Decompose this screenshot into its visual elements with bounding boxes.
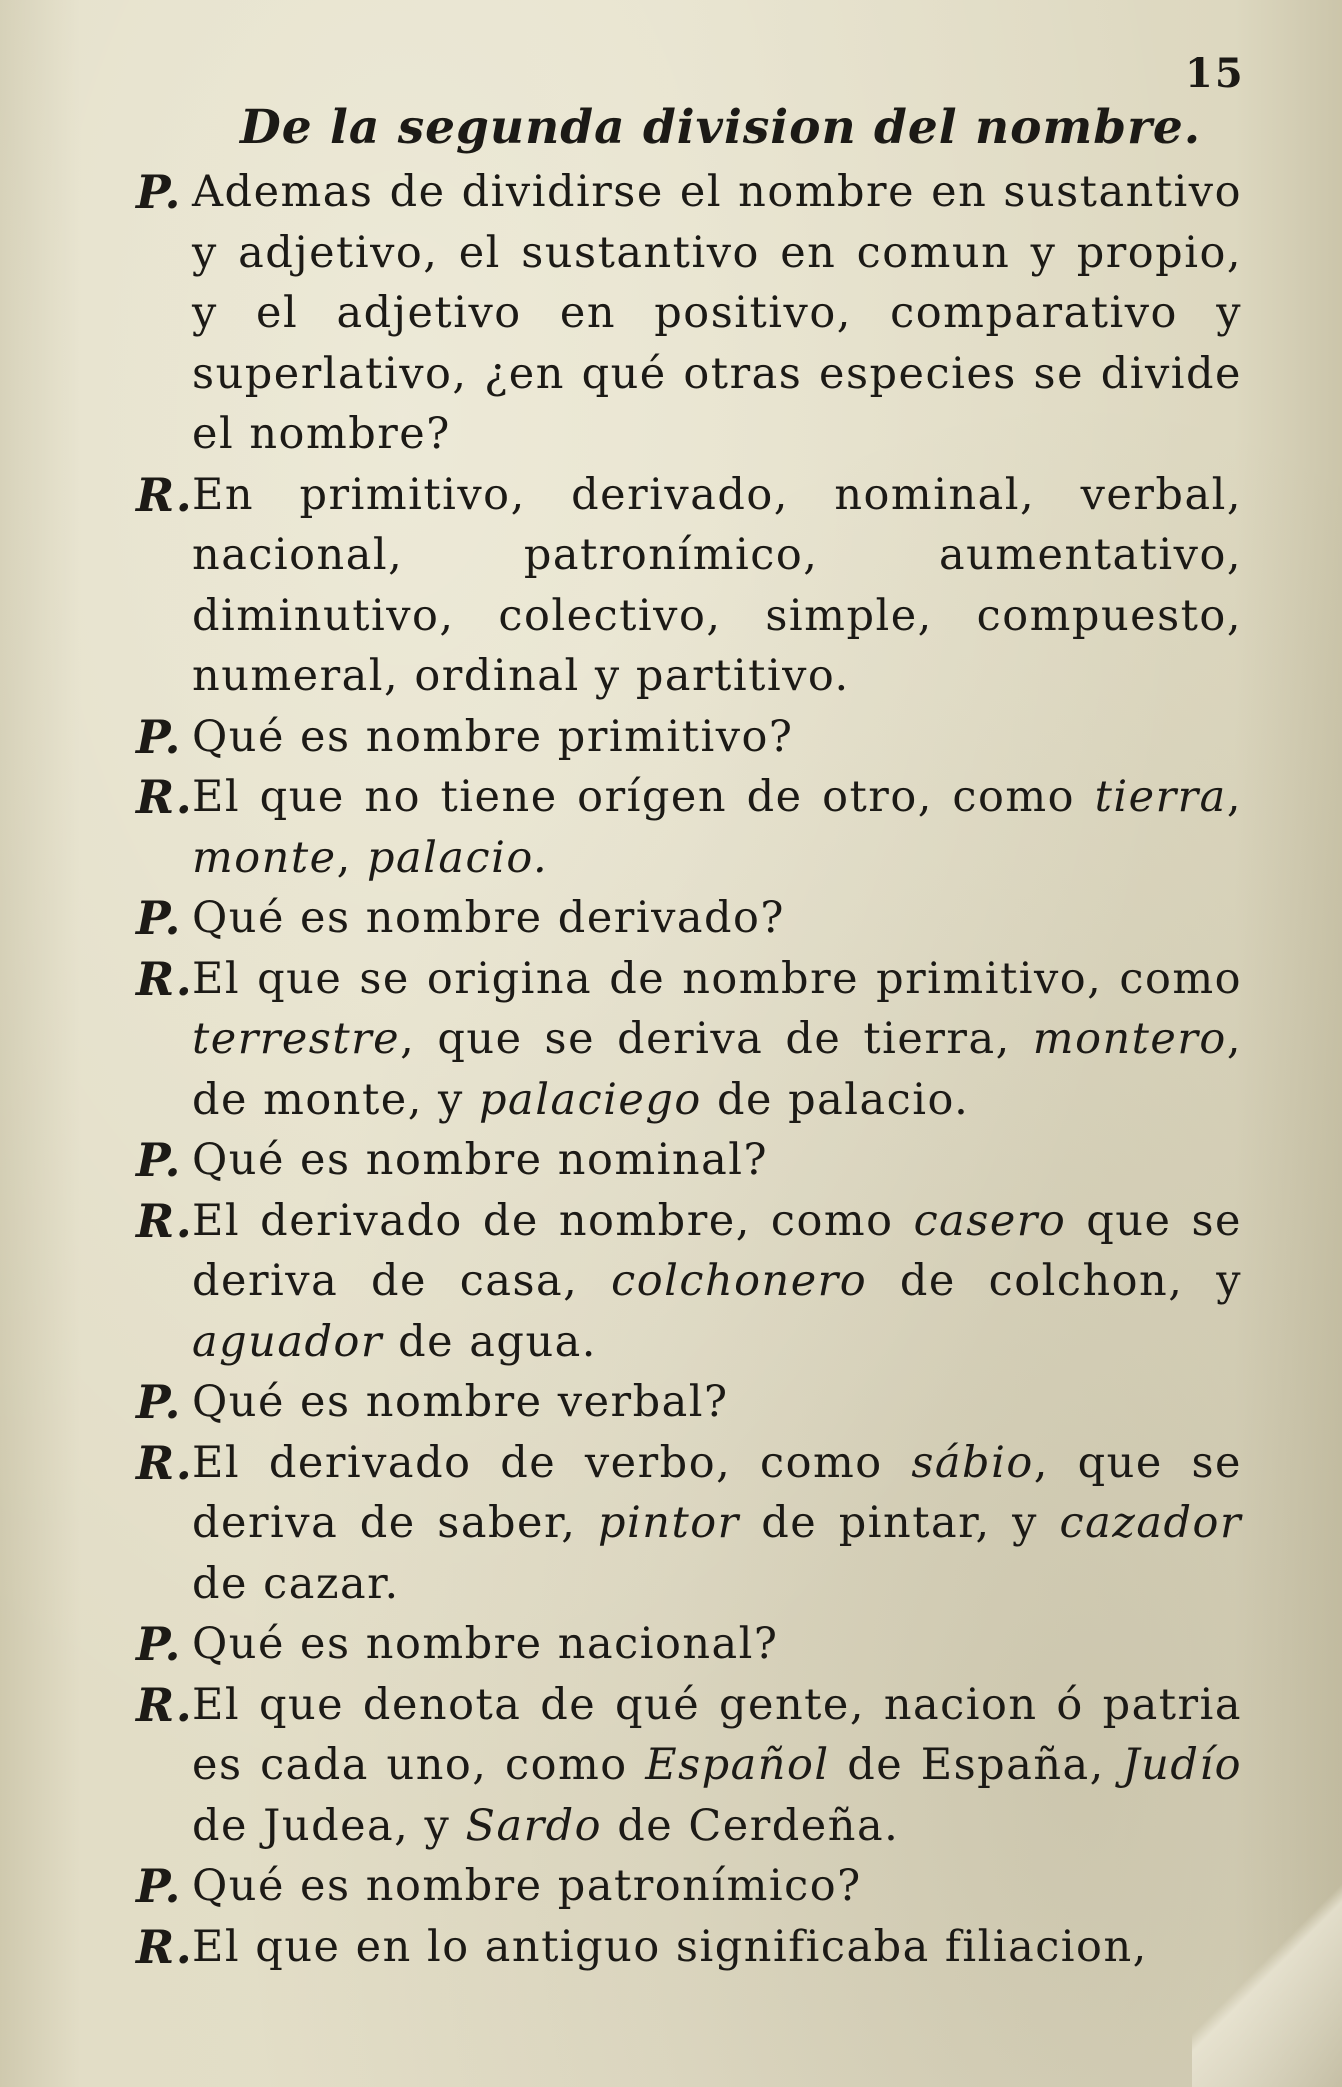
entry-text: En primitivo, derivado, nominal, verbal, nacional, patronímico, aumentativo, diminutivo, colectivo, simple, compuesto, numeral, ordinal y partitivo. — [192, 469, 1242, 701]
entry-text: , que se deriva de tierra, — [400, 1014, 1033, 1064]
entry-text: El que no tiene orígen de otro, como — [192, 772, 1095, 822]
question-label: P. — [136, 1133, 182, 1187]
example-word: sábio — [911, 1437, 1034, 1488]
page-number: 15 — [1185, 50, 1245, 97]
example-word: Español — [645, 1740, 830, 1790]
entry-text: El derivado de verbo, como — [192, 1437, 912, 1488]
entry-text: El que denota de qué gente, nacion ó patria es cada uno, como — [192, 1679, 1242, 1790]
answer-entry — [132, 1191, 1242, 1373]
answer-entry — [132, 949, 1242, 1131]
question-entry — [132, 1856, 1242, 1917]
question-entry — [132, 707, 1242, 768]
entry-text: , — [1226, 772, 1242, 822]
entry-text: El que en lo antiguo significaba filiacion, — [192, 1921, 1148, 1972]
question-label: P. — [136, 1617, 182, 1671]
entry-text: de Cerdeña. — [602, 1800, 900, 1851]
question-answer-list — [132, 162, 1242, 1977]
entry-text: Qué es nombre nominal? — [192, 1135, 769, 1185]
entry-text: de palacio. — [701, 1074, 970, 1125]
answer-label: R. — [136, 770, 194, 824]
question-entry — [132, 888, 1242, 949]
example-word: palacio. — [366, 832, 549, 883]
question-label: P. — [136, 891, 182, 945]
example-word: aguador — [192, 1316, 383, 1367]
answer-entry — [132, 1433, 1242, 1615]
entry-text: de España, — [829, 1740, 1123, 1790]
entry-text: Qué es nombre patronímico? — [192, 1861, 862, 1911]
question-entry — [132, 162, 1242, 465]
entry-text: de Judea, y — [192, 1800, 466, 1851]
answer-label: R. — [136, 951, 194, 1006]
answer-label: R. — [136, 1677, 194, 1732]
example-word: Judío — [1122, 1740, 1242, 1790]
example-word: casero — [913, 1195, 1067, 1246]
answer-label: R. — [136, 467, 194, 522]
question-label: P. — [136, 1375, 182, 1429]
answer-label: R. — [136, 1193, 194, 1248]
answer-label: R. — [136, 1435, 194, 1490]
question-entry — [132, 1372, 1242, 1433]
entry-text: El que se origina de nombre primitivo, como — [192, 953, 1242, 1004]
example-word: colchonero — [611, 1256, 868, 1306]
example-word: palaciego — [479, 1074, 702, 1125]
answer-entry — [132, 1675, 1242, 1857]
entry-text: , de monte, y — [192, 1014, 1242, 1125]
question-label: P. — [136, 1859, 182, 1913]
answer-entry — [132, 767, 1242, 888]
entry-text: Qué es nombre derivado? — [192, 893, 785, 943]
answer-entry — [132, 1917, 1242, 1978]
entry-text: Qué es nombre verbal? — [192, 1377, 729, 1427]
example-word: Sardo — [465, 1800, 603, 1851]
entry-text: Qué es nombre primitivo? — [192, 711, 794, 762]
example-word: tierra — [1094, 772, 1227, 822]
question-entry — [132, 1614, 1242, 1675]
entry-text: Qué es nombre nacional? — [192, 1619, 779, 1669]
entry-text: , que se deriva de saber, — [192, 1437, 1243, 1548]
example-word: pintor — [597, 1498, 740, 1548]
answer-entry — [132, 465, 1242, 707]
entry-text: de cazar. — [192, 1558, 400, 1609]
entry-text: El derivado de nombre, como — [192, 1195, 914, 1246]
entry-text: , — [336, 832, 367, 883]
example-word: montero — [1032, 1014, 1227, 1064]
question-label: P. — [136, 709, 182, 764]
question-label: P. — [136, 165, 182, 219]
answer-label: R. — [136, 1919, 194, 1974]
example-word: cazador — [1059, 1498, 1242, 1548]
question-entry — [132, 1130, 1242, 1191]
section-heading: De la segunda division del nombre. — [240, 100, 1202, 155]
example-word: monte — [192, 832, 337, 883]
example-word: terrestre — [192, 1014, 401, 1064]
entry-text: de colchon, y — [867, 1256, 1242, 1306]
entry-text: de pintar, y — [739, 1498, 1060, 1548]
entry-text: de agua. — [382, 1316, 597, 1367]
torn-corner — [1192, 1867, 1342, 2087]
entry-text: que se deriva de casa, — [192, 1195, 1242, 1306]
entry-text: Ademas de dividirse el nombre en sustantivo y adjetivo, el sustantivo en comun y propio, y el adjetivo en positivo, comparativo y superlativo, ¿en qué otras especies se divide el nombre? — [192, 167, 1242, 459]
